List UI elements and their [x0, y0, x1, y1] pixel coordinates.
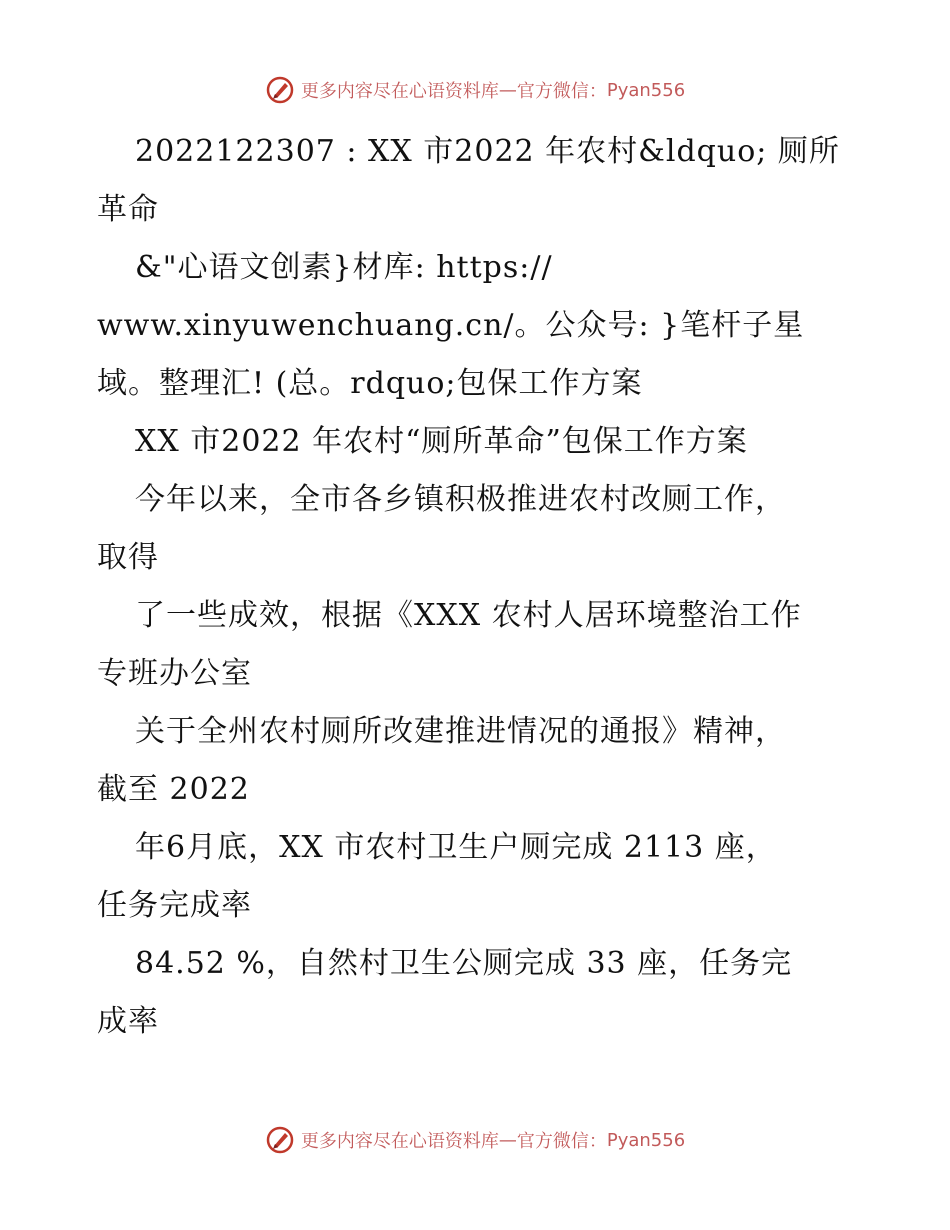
- text-line: 专班办公室: [97, 656, 252, 691]
- text-line: 成率: [97, 1004, 159, 1039]
- banner-wechat-id: Pyan556: [606, 79, 686, 101]
- text-line: 域。整理汇! (总。rdquo;包保工作方案: [97, 366, 643, 401]
- text-line: 84.52 %，自然村卫生公厕完成 33 座，任务完: [135, 946, 793, 981]
- text-line: 年6月底，XX 市农村卫生户厕完成 2113 座，: [135, 830, 777, 865]
- text-line: &"心语文创素}材库: https://: [135, 250, 553, 285]
- banner-wechat-label: 官方微信：: [516, 81, 607, 102]
- pen-logo-icon: [265, 75, 295, 105]
- text-line: 取得: [97, 540, 159, 575]
- text-line: 关于全州农村厕所改建推进情况的通报》精神，: [135, 714, 786, 749]
- text-line: 革命: [97, 192, 159, 227]
- banner-dash: —: [498, 1129, 517, 1151]
- text-line: XX 市2022 年农村“厕所革命”包保工作方案: [135, 424, 748, 459]
- header-banner: [0, 70, 950, 110]
- text-line: 2022122307 : XX 市2022 年农村&ldquo; 厕所: [135, 134, 840, 169]
- text-line: 任务完成率: [97, 888, 252, 923]
- banner-text: 更多内容尽在心语资料库: [300, 81, 499, 102]
- text-line: 今年以来，全市各乡镇积极推进农村改厕工作，: [135, 482, 786, 517]
- banner-wechat-label: 官方微信：: [516, 1131, 607, 1152]
- text-line: www.xinyuwenchuang.cn/。公众号: }笔杆子星: [97, 308, 805, 343]
- banner-dash: —: [498, 79, 517, 101]
- pen-logo-icon: [265, 1125, 295, 1155]
- footer-banner: [0, 1120, 950, 1160]
- text-line: 截至 2022: [97, 772, 250, 807]
- banner-text: 更多内容尽在心语资料库: [300, 1131, 499, 1152]
- document-body: [97, 123, 857, 1051]
- banner-wechat-id: Pyan556: [606, 1129, 686, 1151]
- text-line: 了一些成效，根据《XXX 农村人居环境整治工作: [135, 598, 802, 633]
